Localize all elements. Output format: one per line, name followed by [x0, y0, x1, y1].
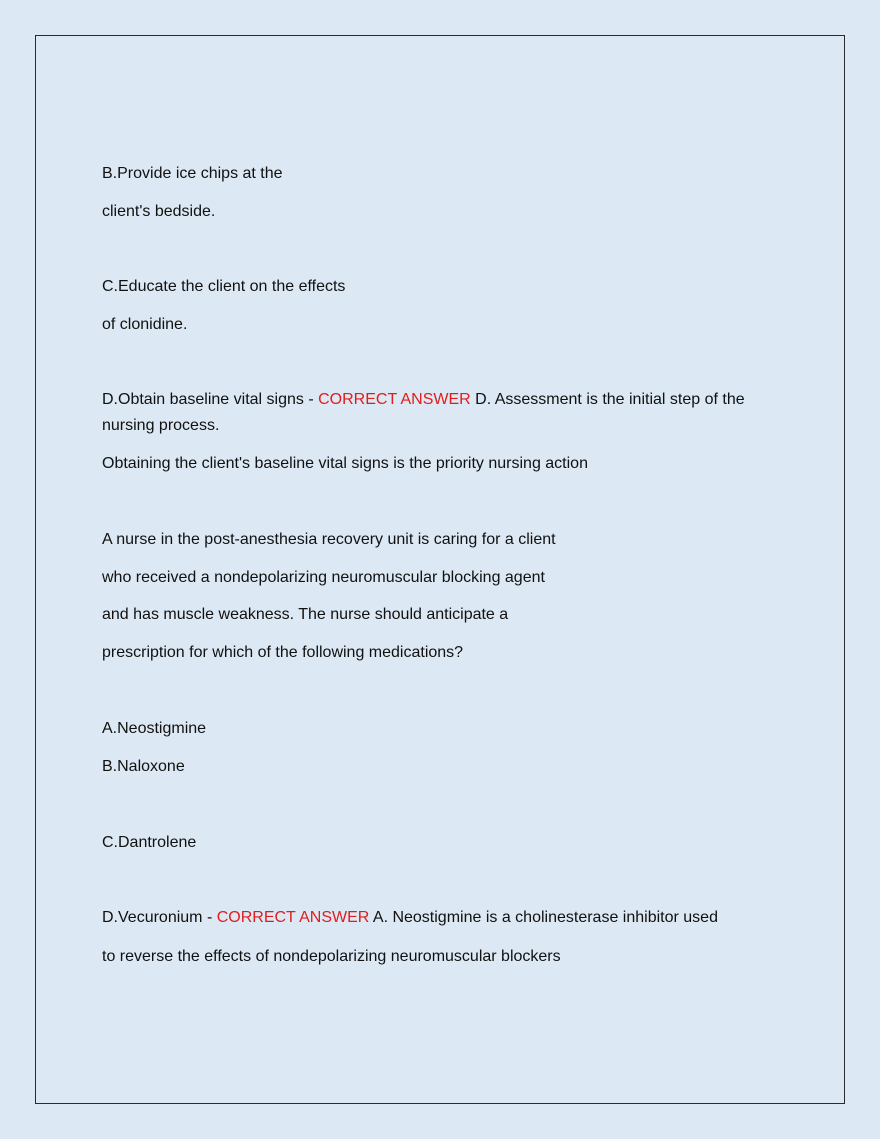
q1-option-b-line1: B.Provide ice chips at the	[102, 165, 283, 182]
q2-option-a: A.Neostigmine	[102, 720, 207, 737]
q2-stem-line2: who received a nondepolarizing neuromuscular blocking agent	[102, 569, 545, 586]
q1-option-b-line2: client's bedside.	[102, 203, 216, 220]
q1-option-c-line1: C.Educate the client on the effects	[102, 278, 346, 295]
q2-option-d-prefix: D.Vecuronium -	[102, 909, 217, 926]
q2-stem-line1: A nurse in the post-anesthesia recovery unit is caring for a client	[102, 531, 556, 548]
q2-correct-answer-label: CORRECT ANSWER	[216, 909, 370, 926]
q2-stem-line4: prescription for which of the following medications?	[102, 644, 464, 661]
q2-rationale-line2: to reverse the effects of nondepolarizing neuromuscular blockers	[102, 948, 561, 965]
q2-option-b: B.Naloxone	[102, 758, 185, 775]
q2-stem-line3: and has muscle weakness. The nurse should anticipate a	[102, 606, 509, 623]
q1-option-d-rationale: D. Assessment is the initial step of the nursing process.	[102, 391, 745, 434]
q2-option-d-answer	[102, 905, 718, 931]
q1-rationale-line2: Obtaining the client's baseline vital signs is the priority nursing action	[102, 455, 588, 472]
q2-option-d-rationale: A. Neostigmine is a cholinesterase inhibitor used	[369, 909, 718, 926]
q1-correct-answer-label: CORRECT ANSWER	[318, 391, 471, 408]
q1-option-d-prefix: D.Obtain baseline vital signs -	[102, 391, 319, 408]
q2-option-c: C.Dantrolene	[102, 834, 197, 851]
q1-option-c-line2: of clonidine.	[102, 316, 188, 333]
q1-option-d-answer	[102, 387, 792, 439]
